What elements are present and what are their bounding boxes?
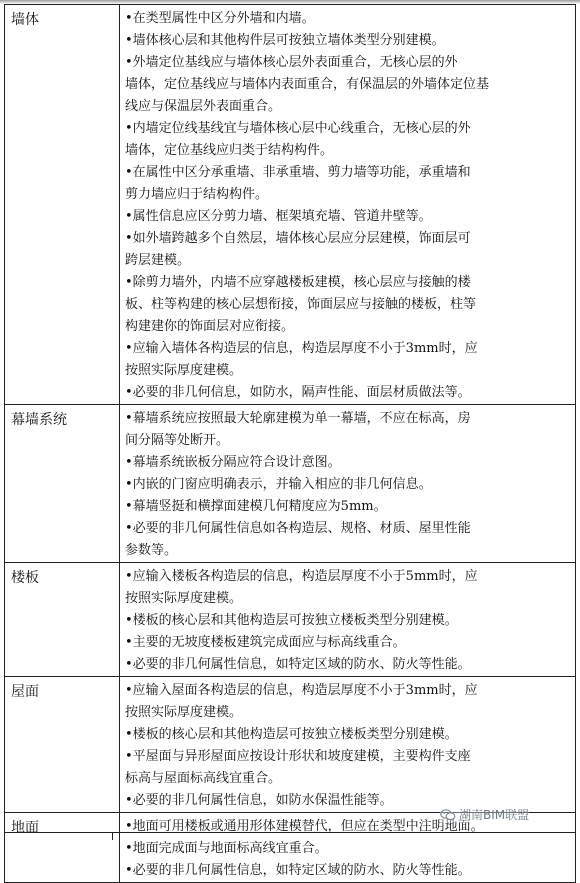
table-row (5, 677, 576, 813)
requirements-cell (120, 5, 576, 405)
table-row (5, 813, 576, 883)
requirement-line: •墙体核心层和其他构件层可按独立墙体类型分别建模。 (125, 33, 445, 48)
table-row (5, 405, 576, 563)
requirement-line: 板、柱等构建的核心层想衔接，饰面层应与接触的楼板，柱等 (125, 297, 477, 312)
requirement-line: •必要的非几何属性信息如各构造层、规格、材质、屋里性能 (125, 521, 471, 536)
requirement-line: •应输入墙体各构造层的信息，构造层厚度不小于3mm时，应 (125, 341, 478, 356)
requirement-line: •在类型属性中区分外墙和内墙。 (125, 11, 315, 26)
requirement-line: •属性信息应区分剪力墙、框架填充墙、管道井壁等。 (125, 209, 432, 224)
category-cell: 墙体 (5, 5, 120, 405)
category-cell: 屋面 (5, 677, 120, 813)
requirement-line: 标高与屋面标高线宜重合。 (125, 771, 282, 786)
category-cell: 楼板 (5, 563, 120, 677)
requirement-line: •应输入楼板各构造层的信息，构造层厚度不小于5mm时，应 (125, 569, 478, 584)
requirement-line: •平屋面与异形屋面应按设计形状和坡度建模，主要构件支座 (125, 749, 471, 764)
requirement-line: 间分隔等处断开。 (125, 433, 230, 448)
requirement-line: •如外墙跨越多个自然层，墙体核心层应分层建模，饰面层可 (125, 231, 471, 246)
requirements-cell (120, 405, 576, 563)
requirement-line: •内嵌的门窗应明确表示，并输入相应的非几何信息。 (125, 477, 432, 492)
requirement-line: •必要的非几何属性信息，如防水保温性能等。 (125, 793, 393, 808)
requirement-line: •主要的无坡度楼板建筑完成面应与标高线重合。 (125, 635, 406, 650)
requirement-line: •必要的非几何属性信息，如特定区域的防水、防火等性能。 (125, 657, 471, 672)
category-cell: 地面 (5, 813, 120, 883)
requirement-line: 按照实际厚度建模。 (125, 705, 243, 720)
requirements-cell (120, 813, 576, 883)
requirement-line: •必要的非几何属性信息，如特定区域的防水、防火等性能。 (125, 863, 471, 878)
requirement-line: 按照实际厚度建模。 (125, 363, 243, 378)
requirement-line: •楼板的核心层和其他构造层可按独立楼板类型分别建模。 (125, 613, 458, 628)
table-row (5, 563, 576, 677)
requirement-line: •内墙定位线基线宜与墙体核心层中心线重合，无核心层的外 (125, 121, 471, 136)
requirement-line: •必要的非几何信息，如防水，隔声性能、面层材质做法等。 (125, 385, 471, 400)
requirement-line: •地面可用楼板或通用形体建模替代，但应在类型中注明地面。 (125, 819, 484, 834)
requirements-cell (120, 563, 576, 677)
requirement-line: 构建建你的饰面层对应衔接。 (125, 319, 295, 334)
requirement-line: •地面完成面与地面标高线宜重合。 (125, 841, 328, 856)
wechat-icon (440, 809, 456, 821)
modeling-spec-table (4, 4, 576, 883)
requirement-line: •应输入屋面各构造层的信息，构造层厚度不小于3mm时，应 (125, 683, 478, 698)
requirement-line: 墙体，定位基线应与墙体内表面重合，有保温层的外墙体定位基 (125, 77, 490, 92)
requirement-line: 剪力墙应归于结构构件。 (125, 187, 269, 202)
requirement-line: 线应与保温层外表面重合。 (125, 99, 282, 114)
requirement-line: •幕墙竖挺和横撑面建模几何精度应为5mm。 (125, 499, 387, 514)
watermark-text: 湖南BIM联盟 (459, 808, 530, 822)
requirement-line: •在属性中区分承重墙、非承重墙、剪力墙等功能，承重墙和 (125, 165, 471, 180)
requirement-line: •外墙定位基线应与墙体核心层外表面重合，无核心层的外 (125, 55, 458, 70)
requirement-line: 按照实际厚度建模。 (125, 591, 243, 606)
requirement-line: •幕墙系统应按照最大轮廓建模为单一幕墙，不应在标高，房 (125, 411, 471, 426)
requirement-line: •除剪力墙外，内墙不应穿越楼板建模，核心层应与接触的楼 (125, 275, 471, 290)
category-cell: 幕墙系统 (5, 405, 120, 563)
requirement-line: 跨层建模。 (125, 253, 191, 268)
requirement-line: •幕墙系统嵌板分隔应符合设计意图。 (125, 455, 341, 470)
watermark (440, 806, 529, 823)
requirement-line: •楼板的核心层和其他构造层可按独立楼板类型分别建模。 (125, 727, 458, 742)
table-row (5, 5, 576, 405)
requirements-cell (120, 677, 576, 813)
requirement-line: 参数等。 (125, 543, 178, 558)
requirement-line: 墙体，定位基线应归类于结构构件。 (125, 143, 334, 158)
